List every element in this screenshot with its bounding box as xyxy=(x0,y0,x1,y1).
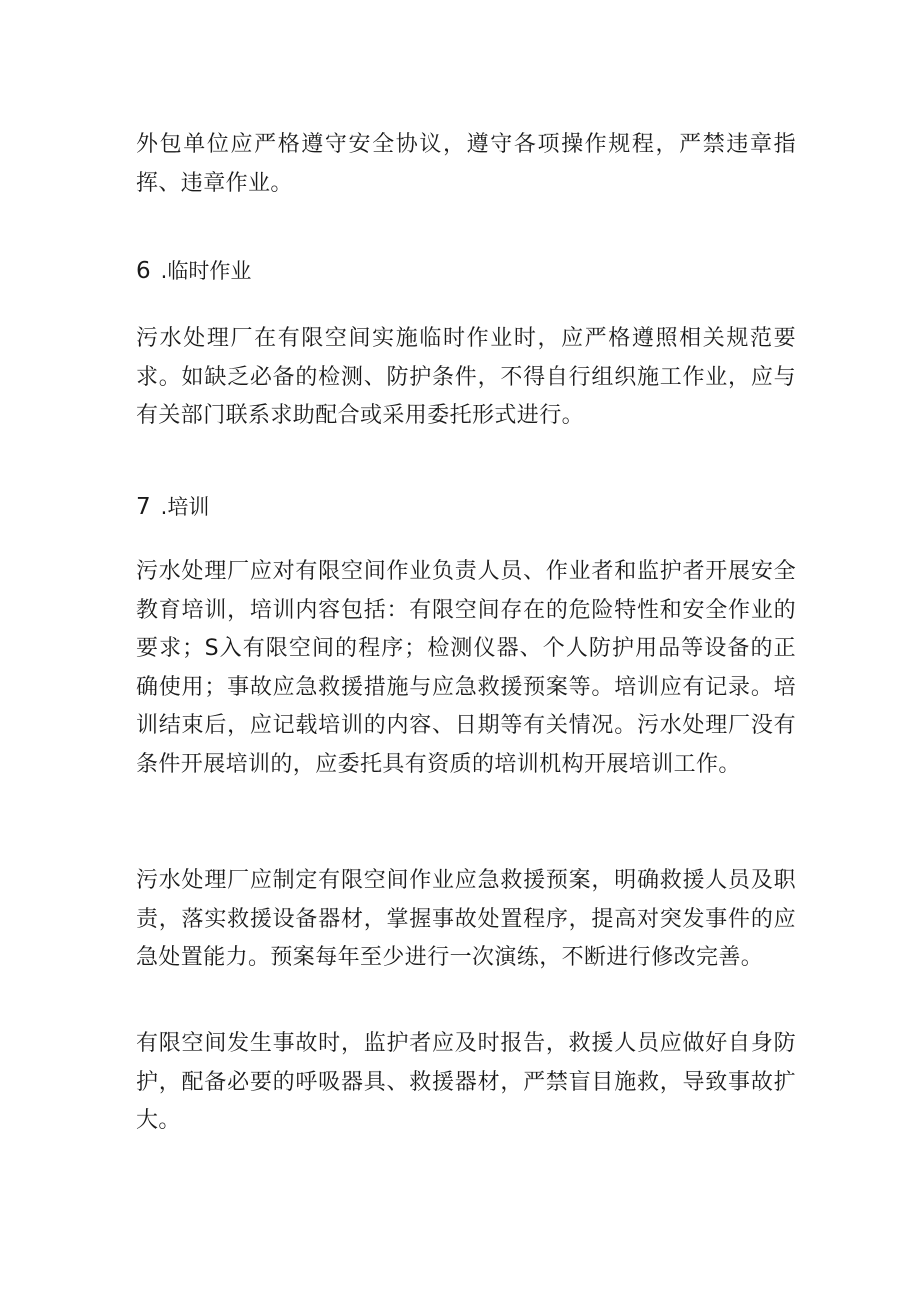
section-number: 7 xyxy=(136,494,151,520)
section-title: .临时作业 xyxy=(160,259,252,283)
paragraph-accident-response: 有限空间发生事故时，监护者应及时报告，救援人员应做好自身防护，配备必要的呼吸器具、救援器材，严禁盲目施救，导致事故扩大。 xyxy=(136,1031,796,1133)
paragraph-emergency-plan: 污水处理厂应制定有限空间作业应急救援预案，明确救援人员及职责，落实救援设备器材，掌握事故处置程序，提高对突发事件的应急处置能力。预案每年至少进行一次演练，不断进行修改完善。 xyxy=(136,868,796,970)
paragraph-training: 污水处理厂应对有限空间作业负责人员、作业者和监护者开展安全教育培训，培训内容包括：有限空间存在的危险特性和安全作业的要求；S入有限空间的程序；检测仪器、个人防护用品等设备的正确使用；事故应急救援措施与应急救援预案等。培训应有记录。培训结束后，应记载培训的内容、日期等有关情况。污水处理厂没有条件开展培训的，应委托具有资质的培训机构开展培训工作。 xyxy=(136,559,796,777)
section-number: 6 xyxy=(136,258,151,284)
section-heading-temporary-work xyxy=(136,256,251,287)
section-heading-training xyxy=(136,492,209,523)
paragraph-outsource-compliance: 外包单位应严格遵守安全协议，遵守各项操作规程，严禁违章指挥、违章作业。 xyxy=(136,132,796,196)
paragraph-temporary-work: 污水处理厂在有限空间实施临时作业时，应严格遵照相关规范要求。如缺乏必备的检测、防护条件，不得自行组织施工作业，应与有关部门联系求助配合或采用委托形式进行。 xyxy=(136,326,796,428)
section-title: .培训 xyxy=(160,495,210,519)
